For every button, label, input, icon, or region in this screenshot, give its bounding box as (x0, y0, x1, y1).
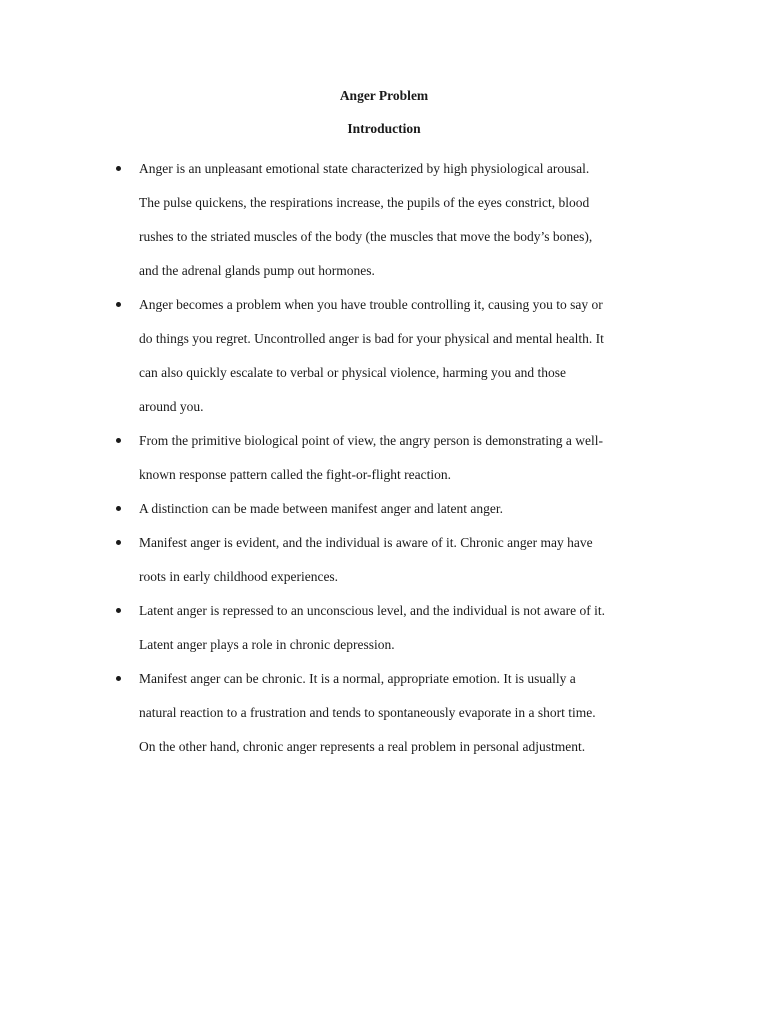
bullet-text-line: The pulse quickens, the respirations increase, the pupils of the eyes constrict, blood (139, 195, 590, 210)
bullet-text-line: around you. (139, 399, 204, 414)
bullet-dot-icon (116, 676, 121, 681)
bullet-text-line: and the adrenal glands pump out hormones. (139, 263, 375, 278)
bullet-dot-icon (116, 506, 121, 511)
bullet-text-line: From the primitive biological point of view, the angry person is demonstrating a well- (139, 433, 604, 448)
bullet-dot-icon (116, 302, 121, 307)
bullet-text-line: Latent anger plays a role in chronic depression. (139, 637, 395, 652)
bullet-text-line: known response pattern called the fight-or-flight reaction. (139, 467, 451, 482)
bullet-dot-icon (116, 438, 121, 443)
bullet-dot-icon (116, 166, 121, 171)
bullet-item (112, 594, 682, 662)
bullet-text-line: roots in early childhood experiences. (139, 569, 339, 584)
bullet-dot-icon (116, 540, 121, 545)
bullet-item (112, 152, 682, 288)
bullet-text-line: Anger becomes a problem when you have trouble controlling it, causing you to say or (139, 297, 603, 312)
bullet-text-line: On the other hand, chronic anger represents a real problem in personal adjustment. (139, 739, 586, 754)
bullet-text-line: Anger is an unpleasant emotional state characterized by high physiological arousal. (139, 161, 590, 176)
bullet-text-line: do things you regret. Uncontrolled anger is bad for your physical and mental health. It (139, 331, 604, 346)
bullet-item (112, 526, 682, 594)
bullet-item (112, 424, 682, 492)
document-title: Anger Problem (339, 88, 429, 103)
bullet-text-line: Latent anger is repressed to an unconscious level, and the individual is not aware of it. (139, 603, 605, 618)
bullet-text-line: A distinction can be made between manifest anger and latent anger. (139, 501, 503, 516)
bullet-item (112, 492, 682, 526)
bullet-list (112, 152, 682, 764)
bullet-dot-icon (116, 608, 121, 613)
bullet-item (112, 288, 682, 424)
bullet-item (112, 662, 682, 764)
bullet-text-line: natural reaction to a frustration and tends to spontaneously evaporate in a short time. (139, 705, 596, 720)
bullet-text-line: can also quickly escalate to verbal or physical violence, harming you and those (139, 365, 566, 380)
bullet-text-line: Manifest anger is evident, and the individual is aware of it. Chronic anger may have (139, 535, 593, 550)
bullet-text-line: Manifest anger can be chronic. It is a normal, appropriate emotion. It is usually a (139, 671, 576, 686)
section-heading: Introduction (347, 121, 421, 136)
bullet-text-line: rushes to the striated muscles of the body (the muscles that move the body’s bones), (139, 229, 593, 244)
